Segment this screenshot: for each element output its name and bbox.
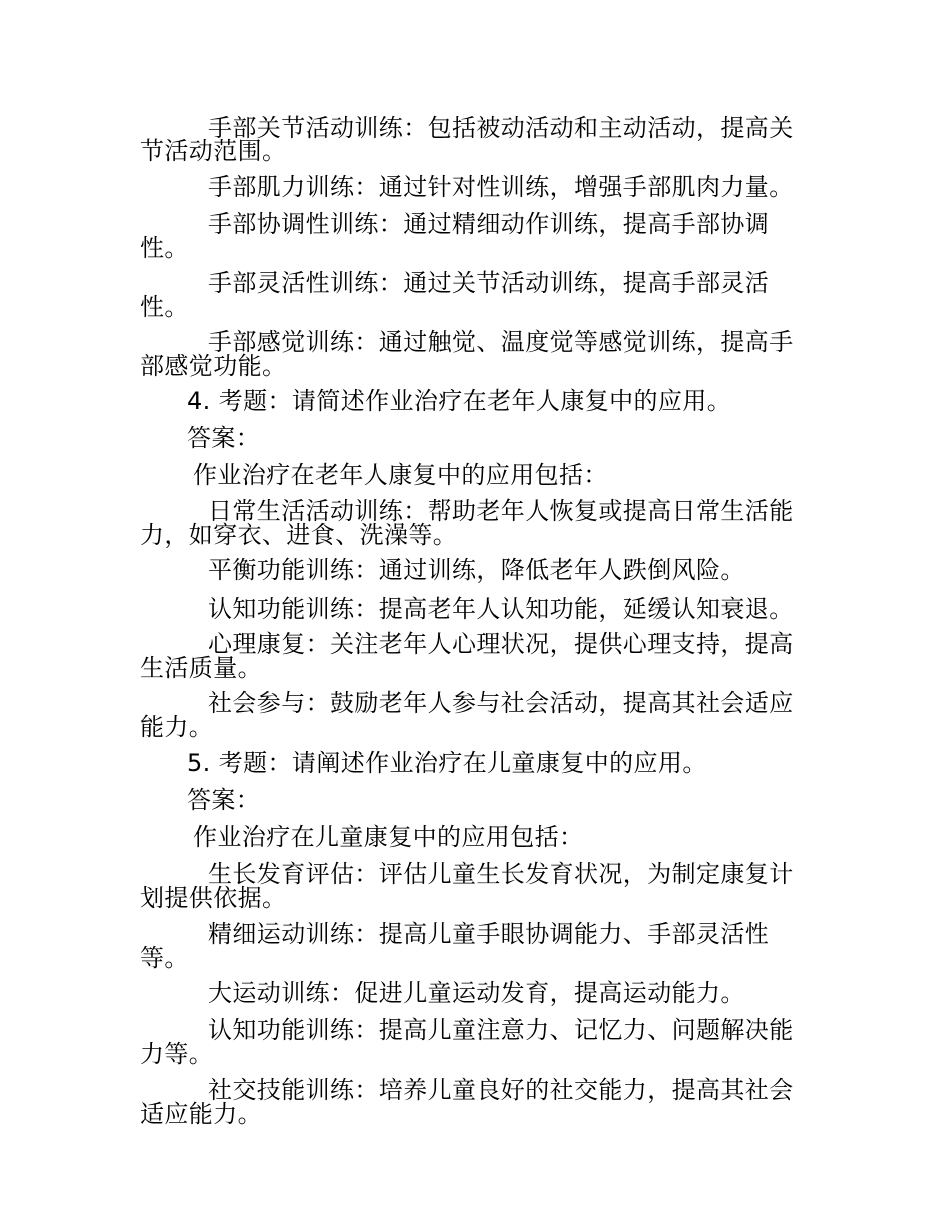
text-line: 性。: [140, 234, 189, 262]
text-line: 认知功能训练：提高老年人认知功能，延缓认知衰退。: [208, 595, 794, 623]
text-line: 手部肌力训练：通过针对性训练，增强手部肌肉力量。: [208, 173, 794, 201]
question-heading: 5. 考题：请阐述作业治疗在儿童康复中的应用。: [187, 749, 707, 777]
text-line: 力，如穿衣、进食、洗澡等。: [140, 521, 458, 549]
text-line: 节活动范围。: [140, 137, 287, 165]
text-line: 手部协调性训练：通过精细动作训练，提高手部协调: [208, 210, 770, 238]
text-line: 手部灵活性训练：通过关节活动训练，提高手部灵活: [208, 269, 770, 297]
text-line: 日常生活活动训练：帮助老年人恢复或提高日常生活能: [208, 497, 794, 525]
question-heading: 4. 考题：请简述作业治疗在老年人康复中的应用。: [187, 387, 732, 415]
answer-label: 答案：: [187, 424, 261, 452]
text-line: 性。: [140, 293, 189, 321]
text-line: 力等。: [140, 1040, 214, 1068]
text-line: 划提供依据。: [140, 884, 287, 912]
text-line: 手部感觉训练：通过触觉、温度觉等感觉训练，提高手: [208, 328, 794, 356]
text-line: 心理康复：关注老年人心理状况，提供心理支持，提高: [208, 630, 794, 658]
text-line: 认知功能训练：提高儿童注意力、记忆力、问题解决能: [208, 1016, 794, 1044]
text-line: 能力。: [140, 713, 214, 741]
text-line: 手部关节活动训练：包括被动活动和主动活动，提高关: [208, 114, 794, 142]
text-line: 大运动训练：促进儿童运动发育，提高运动能力。: [208, 979, 745, 1007]
text-line: 精细运动训练：提高儿童手眼协调能力、手部灵活性: [208, 920, 770, 948]
text-line: 部感觉功能。: [140, 352, 287, 380]
text-line: 生长发育评估：评估儿童生长发育状况，为制定康复计: [208, 860, 794, 888]
text-line: 平衡功能训练：通过训练，降低老年人跌倒风险。: [208, 556, 745, 584]
text-line: 作业治疗在老年人康复中的应用包括：: [193, 461, 608, 489]
text-line: 适应能力。: [140, 1100, 262, 1128]
text-line: 社会参与：鼓励老年人参与社会活动，提高其社会适应: [208, 689, 794, 717]
text-line: 等。: [140, 944, 189, 972]
text-line: 社交技能训练：培养儿童良好的社交能力，提高其社会: [208, 1076, 794, 1104]
answer-label: 答案：: [187, 786, 261, 814]
text-line: 生活质量。: [140, 654, 262, 682]
text-line: 作业治疗在儿童康复中的应用包括：: [193, 823, 584, 851]
